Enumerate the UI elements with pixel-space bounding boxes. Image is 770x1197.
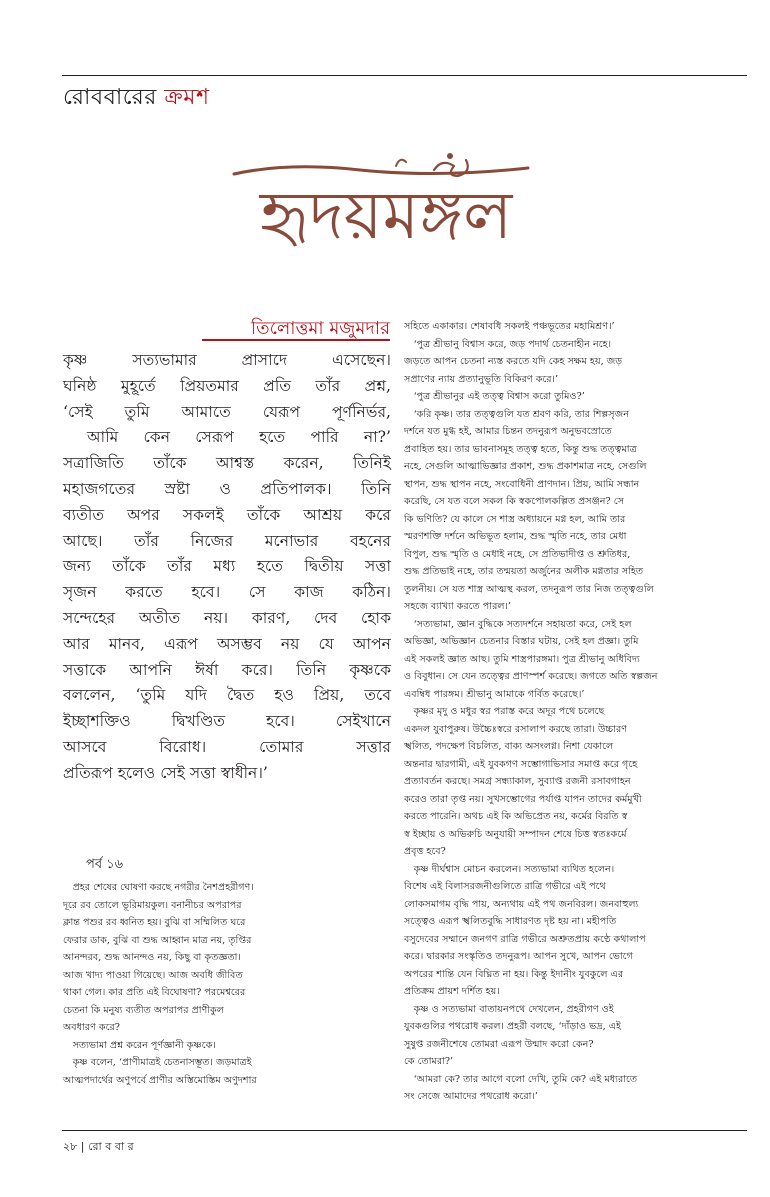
- paragraph: [404, 318, 736, 336]
- footer-folio: ২৮ | রো ব বা র: [63, 1140, 134, 1153]
- text-line: থাকা গেল। কার প্রতি এই বিঘোষণা? পরমেশ্বরের: [63, 987, 246, 998]
- intro-block: [63, 348, 391, 787]
- text-line: অপরের শান্তি যেন বিঘ্নিত না হয়। কিন্তু ইদানীং যুবকুলে এর: [404, 968, 624, 980]
- header-rule: [62, 75, 747, 76]
- text-line: সহজে ব্যাখ্যা করতে পারল।’: [404, 601, 511, 612]
- logo-dot: [447, 153, 453, 159]
- intro-line: প্রতিরূপ হলেও সেই সত্তা স্বাধীন।’: [63, 763, 268, 782]
- intro-line: জন্য তাঁকে তাঁর মধ্য হতে দ্বিতীয় সত্তা: [63, 557, 391, 576]
- text-line: বিপুল, শুদ্ধ স্মৃতি ও মেধাই নহে, সে প্রতিভাদীপ্ত ও শ্রুতিধর,: [404, 548, 631, 560]
- text-line: অভিজ্ঞা, অভিজ্ঞান চেতনার বিস্তার ঘটায়, সেই হল প্রজ্ঞা। তুমি: [404, 636, 639, 647]
- text-line: করেছি, সে যত বলে সকল কি স্বকপোলকল্পিত প্রসঞ্জন? সে: [404, 496, 624, 507]
- text-line: প্রতিক্রম প্রায়শ দর্শিত হয়।: [404, 986, 500, 997]
- intro-line: আসবে বিরোধ। তোমার সত্তার: [63, 737, 391, 756]
- footer-rule: [62, 1130, 747, 1131]
- text-line: ‘পুত্র শ্রীভানু বিশ্বাস করে, জড় পদার্থ চেতনাহীন নহে।: [413, 338, 612, 350]
- text-line: ‘সত্যভামা, জ্ঞান বুদ্ধিকে সত্যদর্শনে সহায়তা করে, সেই হল: [413, 618, 632, 630]
- text-line: বিশেষ এই বিলাসরজনীগুলিতে রাত্রি গভীরে এই পথে: [404, 881, 606, 892]
- text-line: করে। দ্বারকার সংস্কৃতিও তদনুরূপ। আপন সুখে, আপন ভোগে: [404, 951, 633, 962]
- text-line: প্রবৃত্ত হবে?: [404, 846, 446, 857]
- intro-line: ‘সেই তুমি আমাতে যেরূপ পূর্ণনির্ভর,: [63, 402, 391, 421]
- text-line: সত্যভামা প্রশ্ন করেন পূর্ণজ্ঞানী কৃষ্ণকে।: [72, 1039, 216, 1051]
- part-title: পর্ব ১৬: [86, 857, 124, 872]
- text-line: প্রবাহিত হয়। তার ভাবনাসমূহ তত্ত্ব হতে, কিন্তু শুদ্ধ তত্ত্বমাত্র: [404, 443, 637, 455]
- text-line: দূরে রব তোলে ভূরিমায়কুল। বনানীচর অপরাপর: [63, 899, 242, 911]
- text-line: এই সকলই জ্ঞাত আছ। তুমি শাস্ত্রপারঙ্গমা। পুত্র শ্রীভানু অধিবিদ্য: [404, 653, 640, 665]
- text-line: সুষুপ্ত রজনীশেষে তোমরা এরূপ উন্মাদ করো কেন?: [404, 1038, 594, 1050]
- intro-line: আমি কেন সেরূপ হতে পারি না?’: [87, 428, 391, 447]
- text-line: সত্ত্বেও এরূপ স্খলিতবুদ্ধি সাধারণত দৃষ্ট হয় না। মহীপতি: [404, 916, 617, 927]
- intro-line: মহাজগতের স্রষ্টা ও প্রতিপালক। তিনি: [63, 479, 391, 498]
- text-line: আত্মপদার্থের অণুপর্বে প্রাণীর অস্তিমোস্তিম অণুদশার: [63, 1074, 257, 1086]
- magazine-name: রো ব বা র: [88, 1140, 134, 1153]
- left-text-column: [63, 879, 391, 1089]
- text-line: স্খলিত, পদক্ষেপ বিচলিত, বাক্য অসংলগ্ন। নিশা যেকালে: [404, 741, 614, 752]
- paragraph: [404, 406, 736, 616]
- text-line: যুবকগুলির পথরোধ করল। প্রহরী বলছে, ‘দাঁড়াও ভদ্র, এই: [404, 1021, 622, 1032]
- paragraph: [404, 388, 736, 406]
- text-line: কৃষ্ণর মৃদু ও মধুর স্বর পরাস্ত করে অদূর পথে চলেছে: [413, 706, 605, 717]
- paragraph: [404, 616, 736, 704]
- paragraph: [404, 1071, 736, 1106]
- intro-line: কৃষ্ণ সত্যভামার প্রাসাদে এসেছেন।: [63, 351, 391, 369]
- section-heading: [63, 80, 209, 117]
- text-line: বসুদেবের সম্মানে জনগণ রাত্রি গভীরে অশ্রুতপ্রায় কণ্ঠে কথালাপ: [404, 933, 646, 945]
- text-line: ‘করি কৃষ্ণ। তার তত্ত্বগুলি যত শ্রবণ করি, তার শিল্পসৃজন: [413, 408, 629, 420]
- text-line: অবধারণ করে?: [63, 1022, 120, 1033]
- text-line: কে তোমরা?’: [404, 1056, 454, 1067]
- intro-line: ঘনিষ্ঠ মুহূর্তে প্রিয়তমার প্রতি তাঁর প্রশ্ন,: [63, 376, 391, 395]
- right-text-column: [404, 318, 736, 1106]
- intro-line: সৃজন করতে হবে। সে কাজ কঠিন।: [63, 583, 391, 602]
- series-name: ক্রমশ: [164, 85, 210, 110]
- text-line: তুলনীয়। সে যত শাস্ত্র আত্মস্থ করল, তদনুরূপ তার নিজ তত্ত্বগুলি: [404, 583, 654, 595]
- text-line: সপ্রাণের ন্যায় প্রত্যানুভূতি বিকিরণ করে।’: [404, 373, 559, 385]
- text-line: জড়তে আপন চেতনা ন্যস্ত করতে যদি কেহ সক্ষম হয়, জড়: [404, 356, 623, 367]
- text-line: লোকসমাগম বৃদ্ধি পায়, অন্যথায় এই পথ জনবিরল। জনবাহুল্য: [404, 898, 639, 910]
- text-line: ক্লান্ত পশুর রব ধ্বনিত হয়। বুঝি বা সম্মিলিত ঘরে: [63, 917, 246, 928]
- paragraph: [404, 1001, 736, 1071]
- text-line: কৃষ্ণ দীর্ঘশ্বাস মোচন করলেন। সত্যভামা ব্যথিত হলেন।: [413, 863, 615, 875]
- text-line: শুদ্ধ প্রতিভাই নহে, তার তন্ময়তা অর্জুনের অলীক মগ্নতার সহিত: [404, 566, 644, 577]
- text-line: করেও তারা তৃপ্ত নয়। সুখসম্ভোগের পর্যাপ্ত যাপন তাদের কর্মমুখী: [404, 793, 642, 805]
- page-number: ২৮: [63, 1140, 78, 1153]
- paragraph: [63, 1037, 391, 1055]
- text-line: সহিতে একাকার। শেষাবধি সকলই পঞ্চভূতের মহামিশ্রণ।’: [404, 321, 615, 332]
- intro-line: ইচ্ছাশক্তিও দ্বিখণ্ডিত হবে। সেইখানে: [63, 712, 391, 731]
- text-line: অন্তনার দ্বারগামী, এই যুবকগণ সম্ভোগাভিসার সমাপ্ত করে গৃহে: [404, 758, 638, 770]
- intro-line: ব্যতীত অপর সকলই তাঁকে আশ্রয় করে: [63, 505, 391, 524]
- logo-mark-stroke: [396, 160, 406, 166]
- text-line: নহে, সেগুলি আত্মাভিজ্ঞার প্রকাশ, শুদ্ধ প্রকাশমাত্র নহে, সেগুলি: [404, 461, 647, 472]
- text-line: প্রত্যাবর্তন করছে। সমগ্র সন্ধ্যাকাল, সুব্যাপ্ত রজনী রসাবগাহন: [404, 776, 631, 787]
- text-line: একদল যুবাপুরুষ। উচ্চৈঃস্বরে রসালাপ করছে তারা। উচ্চারণ: [404, 723, 628, 735]
- paragraph: [63, 1054, 391, 1089]
- intro-line: সন্দেহের অতীত নয়। কারণ, দেব হোক: [63, 608, 391, 627]
- intro-line: বললেন, ‘তুমি যদি দ্বৈত হও প্রিয়, তবে: [63, 686, 391, 705]
- intro-line: সত্তাকে আপনি ঈর্ষা করে। তিনি কৃষ্ণকে: [63, 660, 391, 679]
- logo-text: হৃদয়মঙ্গল: [259, 177, 513, 254]
- paragraph: [404, 703, 736, 861]
- text-line: ও বিবুধান। সে যেন তত্ত্বের প্রাণস্পর্শ করেছে। জগতে অতি স্বল্পজন: [404, 671, 658, 682]
- title-logo: [228, 152, 544, 264]
- text-line: ফেরার ডাক, বুঝি বা শুদ্ধ আহ্বান মাত্র নয়, তৃপ্তির: [63, 934, 252, 946]
- intro-line: সত্রাজিতি তাঁকে আশ্বস্ত করেন, তিনিই: [63, 454, 391, 473]
- text-line: করতে পারেনি। অথচ এই কি অভিপ্রেত নয়, কর্মের বিরতি স্ব: [404, 811, 628, 822]
- text-line: সং সেজে আমাদের পথরোধ করো।’: [404, 1091, 538, 1102]
- text-line: চেতনা কি মনুষ্য ব্যতীত অপরাপর প্রাণীকুল: [63, 1004, 224, 1016]
- text-line: আজ খাদ্য পাওয়া গিয়েছে। আজ অবধি জীবিত: [63, 969, 243, 981]
- paragraph: [404, 336, 736, 389]
- column-name: রোববারের: [63, 85, 157, 110]
- logo-headline-stroke: [234, 167, 528, 174]
- text-line: দর্শনে যত মুগ্ধ হই, আমার চিন্তন তদনুরূপ অনুভবস্রোতে: [404, 426, 612, 437]
- author-rule: [202, 339, 390, 341]
- text-line: স্ব ইচ্ছায় ও অভিরুচি অনুযায়ী সম্পাদন শেষে চিত্ত স্বতঃকর্মে: [404, 828, 627, 840]
- text-line: আনন্দরব, শুদ্ধ আনন্দও নয়, কিছু বা কৃতজ্ঞতা।: [63, 952, 241, 963]
- text-line: কি ভণিতি? যে কালে সে শাস্ত্র অধ্যায়নে মগ্ন হল, আমি তার: [404, 513, 626, 525]
- text-line: স্মরণশক্তি দর্শনে অভিভূত হলাম, শুদ্ধ স্মৃতি নহে, তার মেধা: [404, 531, 627, 542]
- text-line: স্থাপন, শুদ্ধ স্থাপন নহে, সংবোধিনী প্রাণদান। প্রিয়, আমি সন্ধান: [404, 478, 640, 490]
- text-line: ‘পুত্র শ্রীভানুর এই তত্ত্ব বিশ্বাস করো তুমিও?’: [413, 391, 585, 402]
- text-line: এবম্বিধ পারঙ্গম। শ্রীভানু আমাকে গর্বিত করেছে।’: [404, 688, 585, 700]
- intro-line: আছে। তাঁর নিজের মনোভার বহনের: [63, 531, 391, 550]
- paragraph: [63, 879, 391, 1037]
- text-line: কৃষ্ণ ও সত্যভামা বাতায়নপথে দেখলেন, প্রহরীগণ ওই: [413, 1003, 614, 1015]
- text-line: ‘আমরা কে? তার আগে বলো দেখি, তুমি কে? এই মধ্যরাতে: [413, 1073, 638, 1085]
- text-line: কৃষ্ণ বলেন, ‘প্রাণীমাত্রই চেতনাসম্ভূত। জড়মাত্রই: [72, 1057, 252, 1068]
- paragraph: [404, 861, 736, 1001]
- author-name: তিলোত্তমা মজুমদার: [250, 318, 390, 339]
- intro-line: আর মানব, এরূপ অসম্ভব নয় যে আপন: [63, 634, 391, 653]
- text-line: প্রহর শেষের ঘোষণা করছে নগরীর নৈশপ্রহরীগণ।: [72, 882, 254, 893]
